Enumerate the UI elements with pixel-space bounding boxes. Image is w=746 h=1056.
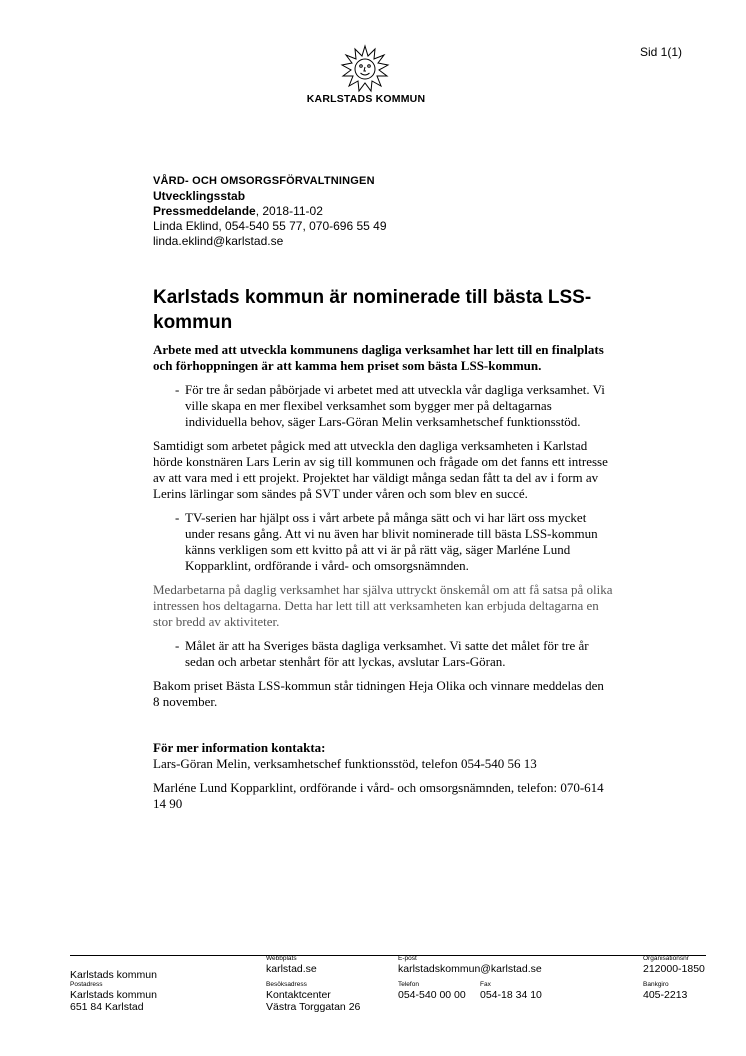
quote-1 <box>153 382 613 430</box>
visit-label: Besöksadress <box>266 981 307 988</box>
header-block <box>153 174 623 249</box>
post-line2: 651 84 Karlstad <box>70 1001 144 1013</box>
footer-web-cell <box>266 955 396 975</box>
body-text <box>153 342 613 820</box>
headline: Karlstads kommun är nominerade till bästa LSS-kommun <box>153 287 592 333</box>
web-label: Webbplats <box>266 955 297 962</box>
dash: - <box>175 382 180 397</box>
sun-face-logo-icon <box>340 44 390 94</box>
footer-email-cell <box>398 955 598 975</box>
quote-text: TV-serien har hjälpt oss i vårt arbete på många sätt och vi har lärt oss mycket under resans gång. Att vi nu även har blivit nominerade till bästa LSS-kommun känns verkligen som ett kvitto på att vi är på rätt väg, säger Marléne Lund Kopparklint, ordförande i vård- och omsorgsnämnden. <box>185 510 598 573</box>
page-number: Sid 1(1) <box>640 45 683 59</box>
bank: 405-2213 <box>643 989 688 1001</box>
post-label: Postadress <box>70 981 103 988</box>
phone: 054-540 00 00 <box>398 989 466 1001</box>
email[interactable]: linda.eklind@karlstad.se <box>153 234 284 248</box>
org-name: KARLSTADS KOMMUN <box>306 93 426 105</box>
fax-label: Fax <box>480 981 491 988</box>
paragraph-1: Samtidigt som arbetet pågick med att utveckla den dagliga verksamheten i Karlstad hörde konstnären Lars Lerin av sig till kommunen och frågade om det fanns ett intresse av att vara med i ett projekt. Projektet har väldigt många sedan fått ta del av i form av Lerins lärlingar som sändes på SVT under våren och som blev en succé. <box>153 438 608 501</box>
footer-phone-cell <box>398 981 478 1001</box>
contact-2: Marléne Lund Kopparklint, ordförande i vård- och omsorgsnämnden, telefon: 070-614 14 90 <box>153 780 604 811</box>
email-label: E-post <box>398 955 417 962</box>
footer-fax-cell <box>480 981 580 1001</box>
footer-bank-cell <box>643 981 713 1001</box>
unit: Utvecklingsstab <box>153 189 246 203</box>
orgnr-label: Organisationsnr <box>643 955 689 962</box>
doc-type: Pressmeddelande <box>153 204 256 218</box>
doc-type-line <box>153 204 623 219</box>
post-line1: Karlstads kommun <box>70 989 157 1001</box>
footer-visit-cell <box>266 981 396 1013</box>
quote-text: Målet är att ha Sveriges bästa dagliga verksamhet. Vi satte det målet för tre år sedan och arbetar stenhårt för att lyckas, avslutar Lars-Göran. <box>185 638 589 669</box>
dash: - <box>175 638 180 653</box>
paragraph-3: Bakom priset Bästa LSS-kommun står tidningen Heja Olika och vinnare meddelas den 8 november. <box>153 678 604 709</box>
quote-3 <box>153 638 613 670</box>
contact-1: Lars-Göran Melin, verksamhetschef funktionsstöd, telefon 054-540 56 13 <box>153 756 537 771</box>
footer-post-cell <box>70 981 250 1013</box>
paragraph-2: Medarbetarna på daglig verksamhet har själva uttryckt önskemål om att få satsa på olika intressen hos deltagarna. Detta har lett till att verksamheten kan erbjuda deltagarna en stor bredd av aktiviteter. <box>153 582 613 629</box>
visit-line1: Kontaktcenter <box>266 989 331 1001</box>
quote-text: För tre år sedan påbörjade vi arbetet med att utveckla vår dagliga verksamhet. Vi ville skapa en mer flexibel verksamhet som bygger mer på deltagarnas individuella behov, säger Lars-Göran Melin verksamhetschef funktionsstöd. <box>185 382 605 429</box>
footer-orgnr-cell <box>643 955 713 975</box>
footer-name: Karlstads kommun <box>70 969 157 981</box>
dash: - <box>175 510 180 525</box>
date: , 2018-11-02 <box>255 204 323 218</box>
visit-line2: Västra Torggatan 26 <box>266 1001 361 1013</box>
footer-email-link[interactable]: karlstadskommun@karlstad.se <box>398 963 542 975</box>
bank-label: Bankgiro <box>643 981 669 988</box>
department: VÅRD- OCH OMSORGSFÖRVALTNINGEN <box>153 175 375 187</box>
contact: Linda Eklind, 054-540 55 77, 070-696 55 49 <box>153 219 387 233</box>
fax: 054-18 34 10 <box>480 989 542 1001</box>
quote-2 <box>153 510 613 574</box>
orgnr: 212000-1850 <box>643 963 705 975</box>
more-info-title: För mer information kontakta: <box>153 740 326 755</box>
web-link[interactable]: karlstad.se <box>266 963 317 975</box>
phone-label: Telefon <box>398 981 419 988</box>
lead-paragraph: Arbete med att utveckla kommunens dagliga verksamhet har lett till en finalplats och förhoppningen är att kamma hem priset som bästa LSS-kommun. <box>153 342 604 373</box>
footer-name-cell <box>70 961 250 981</box>
